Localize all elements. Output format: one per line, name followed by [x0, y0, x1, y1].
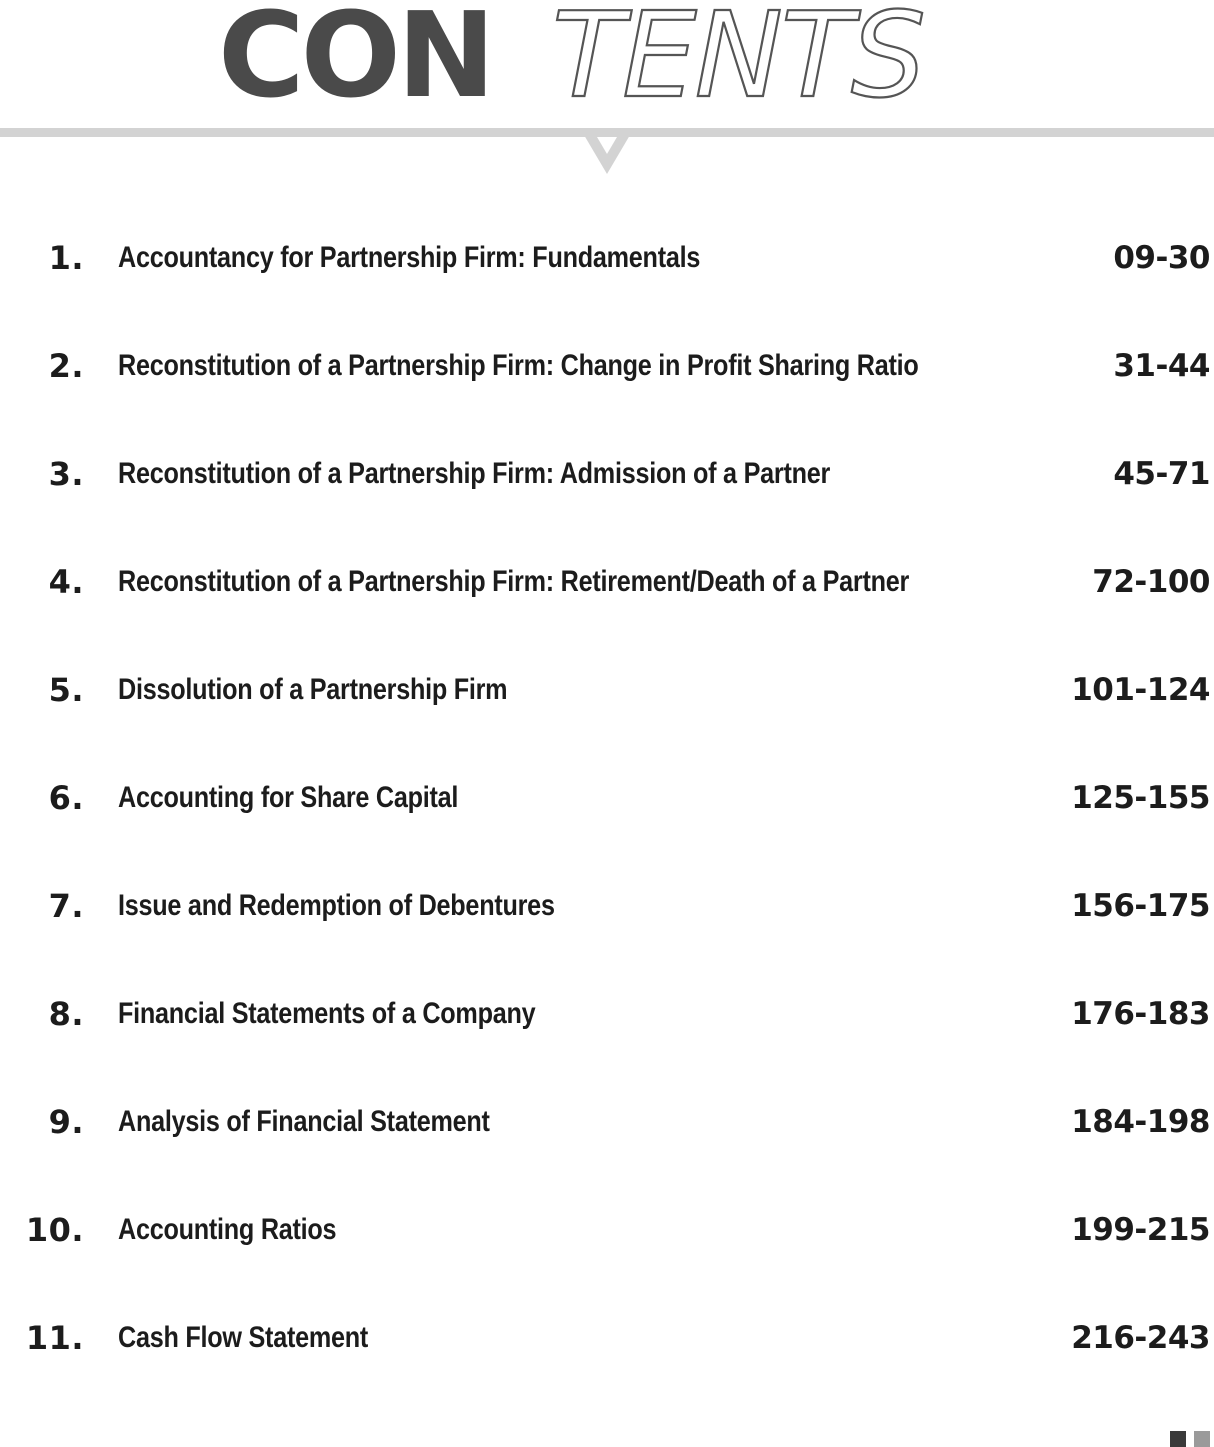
contents-heading — [0, 0, 1214, 110]
contents-heading-graphic — [0, 0, 1214, 110]
chapter-title: Issue and Redemption of Debentures — [118, 889, 555, 922]
chapter-title: Accountancy for Partnership Firm: Fundamentals — [118, 241, 701, 274]
chapter-number: 10. — [25, 1211, 84, 1249]
toc-entry-7[interactable] — [0, 850, 1214, 958]
chapter-number: 11. — [25, 1319, 84, 1357]
page-range: 199-215 — [1071, 1212, 1210, 1248]
table-of-contents — [0, 202, 1214, 1390]
toc-entry-6[interactable] — [0, 742, 1214, 850]
corner-square-dark — [1170, 1431, 1186, 1447]
toc-entry-2[interactable] — [0, 310, 1214, 418]
page-range: 72-100 — [1092, 564, 1210, 600]
toc-entry-8[interactable] — [0, 958, 1214, 1066]
page-range: 176-183 — [1071, 996, 1210, 1032]
heading-outline-text: TENTS — [552, 0, 924, 110]
chapter-title: Analysis of Financial Statement — [118, 1105, 490, 1138]
page-range: 184-198 — [1071, 1104, 1210, 1140]
toc-entry-9[interactable] — [0, 1066, 1214, 1174]
page-range: 31-44 — [1113, 348, 1210, 384]
chapter-number: 2. — [48, 347, 84, 385]
chapter-number: 5. — [48, 671, 84, 709]
toc-entry-5[interactable] — [0, 634, 1214, 742]
page-range: 101-124 — [1071, 672, 1210, 708]
toc-entry-10[interactable] — [0, 1174, 1214, 1282]
chapter-number: 8. — [48, 995, 84, 1033]
chapter-number: 4. — [48, 563, 84, 601]
page-range: 45-71 — [1113, 456, 1210, 492]
chapter-number: 1. — [48, 239, 84, 277]
toc-entry-3[interactable] — [0, 418, 1214, 526]
heading-divider — [0, 122, 1214, 182]
chapter-title: Reconstitution of a Partnership Firm: Change in Profit Sharing Ratio — [118, 349, 919, 382]
chapter-number: 7. — [48, 887, 84, 925]
chapter-title: Reconstitution of a Partnership Firm: Retirement/Death of a Partner — [118, 565, 910, 598]
page-range: 09-30 — [1113, 240, 1210, 276]
page-range: 125-155 — [1071, 780, 1210, 816]
corner-square-light — [1194, 1431, 1210, 1447]
chapter-title: Cash Flow Statement — [118, 1321, 369, 1354]
toc-entry-1[interactable] — [0, 202, 1214, 310]
heading-solid-text: CON — [218, 0, 492, 110]
chapter-title: Reconstitution of a Partnership Firm: Admission of a Partner — [118, 457, 831, 490]
chapter-title: Accounting Ratios — [118, 1213, 337, 1246]
chapter-number: 6. — [48, 779, 84, 817]
chapter-title: Dissolution of a Partnership Firm — [118, 673, 508, 706]
chapter-title: Financial Statements of a Company — [118, 997, 536, 1030]
divider-graphic — [0, 122, 1214, 182]
chapter-title: Accounting for Share Capital — [118, 781, 459, 814]
page-range: 156-175 — [1071, 888, 1210, 924]
chapter-number: 3. — [48, 455, 84, 493]
chapter-number: 9. — [48, 1103, 84, 1141]
page-range: 216-243 — [1071, 1320, 1210, 1356]
toc-entry-11[interactable] — [0, 1282, 1214, 1390]
toc-entry-4[interactable] — [0, 526, 1214, 634]
